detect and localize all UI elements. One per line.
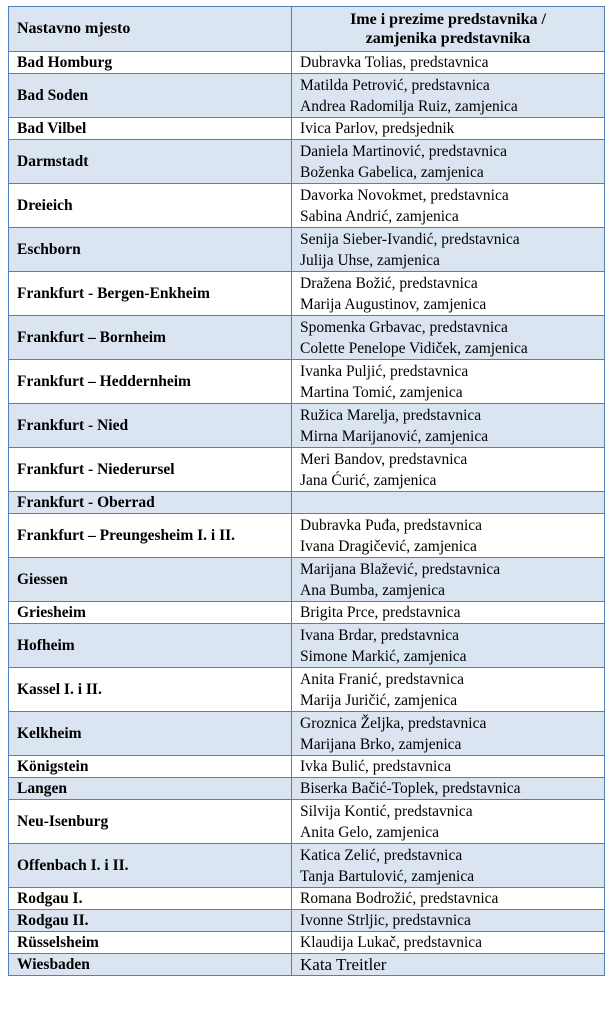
representatives-cell xyxy=(292,954,605,976)
table-row xyxy=(9,52,605,74)
table-row xyxy=(9,140,605,184)
representative-name: Simone Markić, zamjenica xyxy=(300,647,467,665)
location-cell: Bad Vilbel xyxy=(9,118,292,140)
location-cell: Rüsselsheim xyxy=(9,932,292,954)
representatives-cell xyxy=(292,800,605,844)
location-cell: Bad Homburg xyxy=(9,52,292,74)
representative-name: Ivonne Strljic, predstavnica xyxy=(300,912,471,929)
representative-name: Kata Treitler xyxy=(300,955,387,974)
representative-name: Silvija Kontić, predstavnica xyxy=(300,802,473,820)
table-row xyxy=(9,844,605,888)
representative-name: Tanja Bartulović, zamjenica xyxy=(300,867,475,885)
representatives-cell xyxy=(292,118,605,140)
table-row xyxy=(9,492,605,514)
table-row xyxy=(9,228,605,272)
header-location: Nastavno mjesto xyxy=(9,7,292,52)
representative-name: Ivka Bulić, predstavnica xyxy=(300,758,452,775)
location-cell: Bad Soden xyxy=(9,74,292,118)
representative-name: Brigita Prce, predstavnica xyxy=(300,604,461,621)
representatives-cell xyxy=(292,184,605,228)
representative-name: Boženka Gabelica, zamjenica xyxy=(300,163,484,181)
table-row xyxy=(9,74,605,118)
table-row xyxy=(9,756,605,778)
representative-name: Anita Franić, predstavnica xyxy=(300,670,464,688)
table-row xyxy=(9,514,605,558)
location-cell: Frankfurt - Bergen-Enkheim xyxy=(9,272,292,316)
representatives-cell xyxy=(292,624,605,668)
representative-name: Groznica Željka, predstavnica xyxy=(300,714,487,732)
representatives-cell xyxy=(292,316,605,360)
representatives-cell xyxy=(292,360,605,404)
table-row xyxy=(9,954,605,976)
location-cell: Offenbach I. i II. xyxy=(9,844,292,888)
representative-name: Dražena Božić, predstavnica xyxy=(300,274,478,292)
representatives-cell xyxy=(292,712,605,756)
location-cell: Rodgau II. xyxy=(9,910,292,932)
representative-name: Sabina Andrić, zamjenica xyxy=(300,207,459,225)
table-row xyxy=(9,558,605,602)
table-row xyxy=(9,888,605,910)
table-row xyxy=(9,184,605,228)
representative-name: Dubravka Puđa, predstavnica xyxy=(300,516,483,534)
representative-name: Marijana Brko, zamjenica xyxy=(300,735,462,753)
table-row xyxy=(9,448,605,492)
representative-name: Marijana Blažević, predstavnica xyxy=(300,560,501,578)
representative-name: Ana Bumba, zamjenica xyxy=(300,581,446,599)
representatives-cell xyxy=(292,756,605,778)
location-cell: Kelkheim xyxy=(9,712,292,756)
location-cell: Neu-Isenburg xyxy=(9,800,292,844)
table-row xyxy=(9,360,605,404)
table-row xyxy=(9,668,605,712)
table-body xyxy=(9,52,605,976)
representative-name: Mirna Marijanović, zamjenica xyxy=(300,427,489,445)
location-cell: Giessen xyxy=(9,558,292,602)
table-row xyxy=(9,316,605,360)
location-cell: Königstein xyxy=(9,756,292,778)
representatives-table xyxy=(8,6,605,976)
representative-name: Ivanka Puljić, predstavnica xyxy=(300,362,469,380)
representative-name: Ivica Parlov, predsjednik xyxy=(300,120,455,137)
representatives-cell xyxy=(292,492,605,514)
representative-name: Andrea Radomilja Ruiz, zamjenica xyxy=(300,97,518,115)
location-cell: Frankfurt - Nied xyxy=(9,404,292,448)
representatives-cell xyxy=(292,74,605,118)
table-row xyxy=(9,118,605,140)
location-cell: Griesheim xyxy=(9,602,292,624)
representative-name: Jana Ćurić, zamjenica xyxy=(300,471,437,489)
header-representatives-line1: Ime i prezime predstavnika / xyxy=(350,11,546,28)
representatives-cell xyxy=(292,228,605,272)
representatives-cell xyxy=(292,558,605,602)
representative-name: Klaudija Lukač, predstavnica xyxy=(300,934,483,951)
header-representatives xyxy=(292,7,605,52)
representative-name: Senija Sieber-Ivandić, predstavnica xyxy=(300,230,520,248)
location-cell: Rodgau I. xyxy=(9,888,292,910)
location-cell: Kassel I. i II. xyxy=(9,668,292,712)
table-row xyxy=(9,712,605,756)
representative-name: Katica Zelić, predstavnica xyxy=(300,846,463,864)
location-cell: Langen xyxy=(9,778,292,800)
representative-name: Martina Tomić, zamjenica xyxy=(300,383,463,401)
table-row xyxy=(9,602,605,624)
representative-name: Anita Gelo, zamjenica xyxy=(300,823,440,841)
representative-name: Daniela Martinović, predstavnica xyxy=(300,142,508,160)
representatives-cell xyxy=(292,272,605,316)
representative-name: Colette Penelope Vidiček, zamjenica xyxy=(300,339,528,357)
representative-name: Dubravka Tolias, predstavnica xyxy=(300,54,489,71)
location-cell: Frankfurt - Oberrad xyxy=(9,492,292,514)
document-page xyxy=(8,6,604,976)
representatives-cell xyxy=(292,602,605,624)
representative-name: Julija Uhse, zamjenica xyxy=(300,251,440,269)
table-row xyxy=(9,932,605,954)
table-header-row xyxy=(9,7,605,52)
header-representatives-line2: zamjenika predstavnika xyxy=(365,30,531,47)
representative-name: Biserka Bačić-Toplek, predstavnica xyxy=(300,780,521,797)
representative-name: Ružica Marelja, predstavnica xyxy=(300,406,482,424)
table-row xyxy=(9,404,605,448)
table-row xyxy=(9,778,605,800)
location-cell: Wiesbaden xyxy=(9,954,292,976)
table-row xyxy=(9,272,605,316)
representatives-cell xyxy=(292,140,605,184)
representative-name: Ivana Dragičević, zamjenica xyxy=(300,537,477,555)
representatives-cell xyxy=(292,668,605,712)
representatives-cell xyxy=(292,888,605,910)
location-cell: Darmstadt xyxy=(9,140,292,184)
location-cell: Eschborn xyxy=(9,228,292,272)
table-row xyxy=(9,800,605,844)
location-cell: Frankfurt – Bornheim xyxy=(9,316,292,360)
location-cell: Frankfurt – Heddernheim xyxy=(9,360,292,404)
representatives-cell xyxy=(292,844,605,888)
location-cell: Hofheim xyxy=(9,624,292,668)
representatives-cell xyxy=(292,52,605,74)
location-cell: Frankfurt - Niederursel xyxy=(9,448,292,492)
representative-name: Matilda Petrović, predstavnica xyxy=(300,76,490,94)
representatives-cell xyxy=(292,910,605,932)
representatives-cell xyxy=(292,404,605,448)
representative-name: Marija Augustinov, zamjenica xyxy=(300,295,487,313)
representatives-cell xyxy=(292,448,605,492)
representatives-cell xyxy=(292,778,605,800)
location-cell: Frankfurt – Preungesheim I. i II. xyxy=(9,514,292,558)
representatives-cell xyxy=(292,514,605,558)
location-cell: Dreieich xyxy=(9,184,292,228)
table-row xyxy=(9,910,605,932)
table-row xyxy=(9,624,605,668)
representative-name: Meri Bandov, predstavnica xyxy=(300,450,468,468)
representative-name: Spomenka Grbavac, predstavnica xyxy=(300,318,508,336)
representatives-cell xyxy=(292,932,605,954)
representative-name: Davorka Novokmet, predstavnica xyxy=(300,186,509,204)
representative-name: Romana Bodrožić, predstavnica xyxy=(300,890,499,907)
representative-name: Marija Juričić, zamjenica xyxy=(300,691,458,709)
representative-name: Ivana Brdar, predstavnica xyxy=(300,626,460,644)
